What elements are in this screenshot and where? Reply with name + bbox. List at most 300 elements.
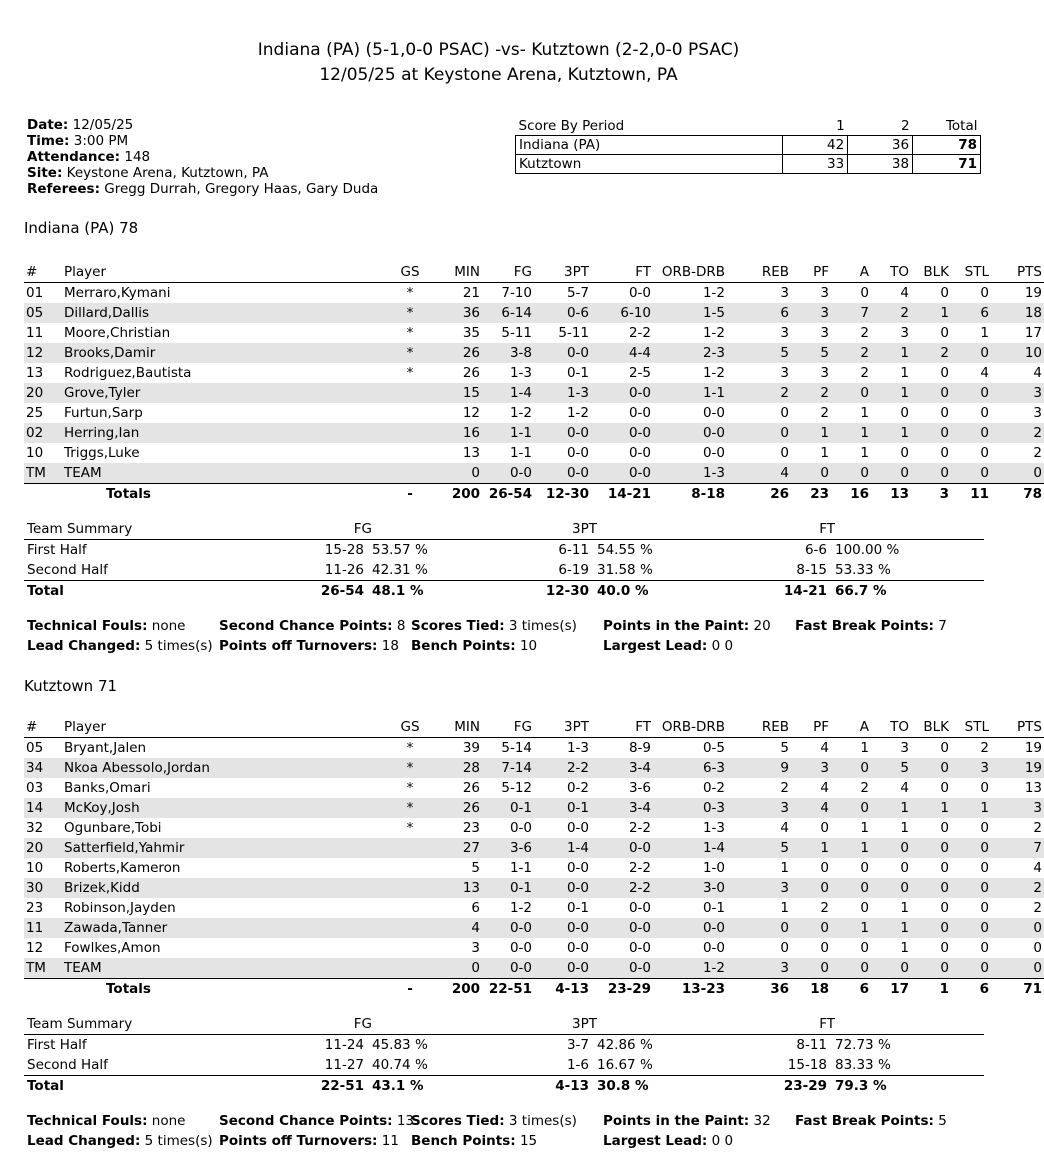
- player-cell: Herring,Ian: [64, 423, 380, 443]
- player-cell: 1-2: [509, 405, 532, 421]
- player-cell: 0: [953, 838, 991, 858]
- player-cell: 16: [440, 423, 480, 443]
- summary-cell: 42.31 %: [372, 562, 428, 578]
- player-cell: Moore,Christian: [64, 325, 171, 341]
- player-cell: Nkoa Abessolo,Jordan: [64, 758, 380, 778]
- summary-cell: 15-28: [324, 542, 364, 558]
- totals-cell: 12-30: [545, 486, 589, 502]
- player-cell: 0: [940, 445, 949, 461]
- score-by-period-label: Score By Period: [516, 117, 783, 136]
- player-cell: [380, 403, 440, 423]
- referees-value: Gregg Durrah, Gregory Haas, Gary Duda: [104, 181, 379, 197]
- player-cell: 2: [917, 343, 953, 363]
- player-cell: 1-2: [702, 365, 725, 381]
- totals-row: [24, 979, 1044, 1000]
- summary-cell: 11-26: [324, 562, 364, 578]
- site-line: [27, 165, 378, 181]
- column-header: TO: [877, 717, 917, 738]
- player-cell: 0: [1033, 940, 1042, 956]
- column-header: STL: [953, 717, 991, 738]
- player-cell: Grove,Tyler: [64, 383, 380, 403]
- player-cell: 19: [991, 758, 1044, 778]
- player-cell: 0: [953, 918, 991, 938]
- period-1-header: 1: [783, 117, 848, 136]
- player-cell: 19: [1024, 740, 1042, 756]
- misc-stat-value: 11: [381, 1133, 399, 1149]
- player-cell: 0: [980, 860, 989, 876]
- player-cell: 1: [860, 445, 869, 461]
- player-cell: 7-14: [480, 758, 532, 778]
- player-cell: 21: [462, 285, 480, 301]
- player-cell: 0-0: [532, 423, 597, 443]
- player-cell: 1: [860, 740, 869, 756]
- column-header: 3PT: [532, 717, 597, 738]
- summary-cell: [915, 1035, 984, 1056]
- misc-stat-label: Lead Changed:: [27, 638, 141, 654]
- score-by-period-header: [516, 117, 981, 136]
- misc-stat-value: 10: [519, 638, 538, 654]
- player-cell: 0-6: [532, 303, 597, 323]
- player-row: [24, 403, 1044, 423]
- summary-header-cell: [597, 519, 677, 540]
- player-cell: 6-14: [480, 303, 532, 323]
- player-cell: 1: [837, 423, 877, 443]
- player-cell: 7: [837, 303, 877, 323]
- player-row: [24, 838, 1044, 858]
- player-cell: 34: [24, 758, 64, 778]
- player-cell: 25: [26, 405, 44, 421]
- referees-line: [27, 181, 378, 197]
- game-info: [27, 117, 378, 197]
- player-cell: 28: [440, 758, 480, 778]
- player-cell: *: [406, 820, 414, 836]
- player-cell: 03: [26, 780, 44, 796]
- player-cell: 0: [917, 878, 953, 898]
- player-cell: 1-3: [566, 740, 589, 756]
- column-header: PTS: [991, 262, 1044, 283]
- player-cell: 0: [440, 463, 480, 484]
- summary-cell: 45.83 %: [372, 1037, 428, 1053]
- totals-cell: 23: [810, 486, 829, 502]
- player-cell: 0-0: [509, 940, 532, 956]
- summary-header-cell: [835, 1014, 915, 1035]
- player-cell: Dillard,Dallis: [64, 303, 380, 323]
- player-cell: 3: [900, 740, 909, 756]
- time-value: 3:00 PM: [73, 133, 129, 149]
- misc-stat-pip: [603, 616, 771, 636]
- player-cell: 3: [1033, 405, 1042, 421]
- player-cell: 1-4: [480, 383, 532, 403]
- player-cell: 26: [440, 798, 480, 818]
- misc-stat-tech: [27, 1111, 185, 1131]
- player-cell: 1: [837, 918, 877, 938]
- player-cell: 6-3: [659, 758, 741, 778]
- summary-cell: Total: [24, 581, 204, 602]
- player-cell: 0-0: [702, 405, 725, 421]
- player-cell: 27: [440, 838, 480, 858]
- totals-row: [24, 484, 1044, 505]
- player-row: [24, 958, 1044, 979]
- player-cell: TEAM: [64, 463, 380, 484]
- player-cell: 3: [991, 798, 1044, 818]
- player-cell: Satterfield,Yahmir: [64, 838, 380, 858]
- player-cell: 0-1: [532, 798, 597, 818]
- player-cell: 0: [953, 463, 991, 484]
- summary-cell: 30.8 %: [597, 1076, 677, 1097]
- player-cell: 5-14: [501, 740, 532, 756]
- summary-cell: First Half: [27, 1037, 87, 1053]
- summary-header-cell: FT: [677, 519, 835, 540]
- player-cell: 4: [1033, 860, 1042, 876]
- player-row: [24, 918, 1044, 938]
- player-cell: 0: [980, 780, 989, 796]
- player-cell: 0: [837, 758, 877, 778]
- box-score-header: [24, 262, 1044, 283]
- player-cell: 1-1: [509, 860, 532, 876]
- column-header: ORB-DRB: [659, 717, 741, 738]
- date-line: [27, 117, 378, 133]
- player-cell: 0-0: [597, 958, 659, 979]
- misc-stat-label: Bench Points:: [411, 638, 516, 654]
- player-cell: 0-0: [532, 878, 597, 898]
- misc-stat-pot: [219, 1131, 399, 1151]
- player-cell: 3-0: [659, 878, 741, 898]
- player-cell: 1: [877, 918, 917, 938]
- player-cell: *: [406, 740, 414, 756]
- summary-cell: 12-30: [442, 581, 597, 602]
- player-cell: [380, 838, 440, 858]
- summary-cell: First Half: [27, 542, 87, 558]
- summary-cell: 53.33 %: [835, 562, 891, 578]
- player-cell: 0-0: [659, 918, 741, 938]
- player-cell: *: [380, 798, 440, 818]
- player-cell: 2: [820, 405, 829, 421]
- misc-stat-value: none: [151, 1113, 186, 1129]
- player-cell: 0: [953, 878, 991, 898]
- player-cell: [380, 958, 440, 979]
- player-cell: 0-3: [659, 798, 741, 818]
- summary-header: [24, 1014, 984, 1035]
- totals-cell: 22-51: [488, 981, 532, 997]
- player-cell: 0: [953, 343, 991, 363]
- player-cell: 1: [860, 405, 869, 421]
- totals-cell: 16: [850, 486, 869, 502]
- misc-stat-lead: [27, 1131, 213, 1151]
- player-cell: 0-0: [597, 383, 659, 403]
- player-cell: 5: [780, 740, 789, 756]
- summary-cell: 11-24: [324, 1037, 364, 1053]
- misc-stat-label: Second Chance Points:: [219, 1113, 393, 1129]
- player-row: [24, 443, 1044, 463]
- totals-cell: 17: [890, 981, 909, 997]
- totals-cell: Totals: [106, 981, 151, 997]
- summary-cell: 6-6: [804, 542, 827, 558]
- player-cell: 0: [900, 445, 909, 461]
- player-cell: 0-0: [702, 445, 725, 461]
- player-cell: 1-2: [509, 900, 532, 916]
- player-cell: 5-7: [566, 285, 589, 301]
- totals-cell: 200: [451, 486, 480, 502]
- summary-cell: Total: [24, 1076, 204, 1097]
- summary-header-cell: [372, 1014, 442, 1035]
- player-cell: 30: [24, 878, 64, 898]
- period-2-header: 2: [848, 117, 913, 136]
- player-cell: 26: [462, 365, 480, 381]
- player-cell: 0: [440, 958, 480, 979]
- misc-stat-label: Scores Tied:: [411, 618, 505, 634]
- player-cell: 7: [991, 838, 1044, 858]
- player-cell: 0-0: [532, 463, 597, 484]
- misc-stat-tied: [411, 1111, 577, 1131]
- player-cell: 0-0: [628, 445, 651, 461]
- player-cell: 3: [471, 940, 480, 956]
- player-cell: 2: [797, 383, 837, 403]
- date-value: 12/05/25: [72, 117, 134, 133]
- totals-cell: 8-18: [691, 486, 725, 502]
- player-cell: 3: [953, 758, 991, 778]
- player-cell: 5: [471, 860, 480, 876]
- totals-cell: -: [407, 486, 413, 502]
- player-cell: 4: [900, 285, 909, 301]
- player-cell: 1-1: [509, 445, 532, 461]
- misc-stat-largest: [603, 636, 733, 656]
- player-cell: 0: [940, 820, 949, 836]
- player-cell: 0-0: [480, 958, 532, 979]
- misc-stat-largest: [603, 1131, 733, 1151]
- player-cell: 0: [900, 860, 909, 876]
- misc-stat-label: Points in the Paint:: [603, 1113, 750, 1129]
- player-cell: 11: [26, 325, 44, 341]
- player-cell: 6: [741, 303, 797, 323]
- player-cell: 0: [980, 900, 989, 916]
- player-row: [24, 738, 1044, 759]
- misc-stat-label: Points off Turnovers:: [219, 1133, 378, 1149]
- column-header: BLK: [917, 262, 953, 283]
- column-header: GS: [380, 717, 440, 738]
- player-cell: 2-2: [628, 860, 651, 876]
- misc-stat-value: 7: [938, 618, 947, 634]
- totals-cell: 3: [939, 486, 949, 502]
- player-cell: 0-0: [480, 463, 532, 484]
- player-cell: 1: [877, 798, 917, 818]
- summary-cell: 40.74 %: [372, 1057, 428, 1073]
- player-cell: 6-10: [597, 303, 659, 323]
- player-cell: 01: [26, 285, 44, 301]
- player-cell: 1: [860, 820, 869, 836]
- totals-cell: 11: [970, 486, 989, 502]
- player-cell: 1: [780, 860, 789, 876]
- box-score-table: [24, 717, 1044, 999]
- summary-cell: 48.1 %: [372, 581, 442, 602]
- player-cell: 2: [860, 780, 869, 796]
- player-cell: 23: [462, 820, 480, 836]
- misc-stat-value: 20: [753, 618, 771, 634]
- player-cell: 2: [820, 900, 829, 916]
- player-cell: 1-3: [509, 365, 532, 381]
- player-cell: 0-0: [659, 423, 741, 443]
- player-cell: 0: [860, 940, 869, 956]
- player-cell: 4: [741, 463, 797, 484]
- player-cell: 3: [991, 383, 1044, 403]
- summary-header-cell: 3PT: [442, 519, 597, 540]
- summary-header-cell: 3PT: [442, 1014, 597, 1035]
- totals-cell: 13: [890, 486, 909, 502]
- player-cell: 3: [820, 365, 829, 381]
- totals-cell: 1: [939, 981, 949, 997]
- player-cell: 1: [837, 838, 877, 858]
- player-cell: 0: [940, 860, 949, 876]
- totals-cell: 26: [770, 486, 789, 502]
- player-cell: 1: [780, 900, 789, 916]
- player-cell: 11: [24, 918, 64, 938]
- player-row: [24, 778, 1044, 798]
- player-cell: 5-11: [501, 325, 532, 341]
- player-cell: 0-1: [566, 900, 589, 916]
- player-row: [24, 463, 1044, 484]
- player-cell: 0: [940, 365, 949, 381]
- player-cell: 0: [837, 798, 877, 818]
- player-cell: 0: [917, 958, 953, 979]
- player-row: [24, 878, 1044, 898]
- summary-header-cell: Team Summary: [24, 519, 204, 540]
- player-cell: [380, 383, 440, 403]
- player-row: [24, 303, 1044, 323]
- player-cell: Banks,Omari: [64, 780, 151, 796]
- player-cell: 20: [24, 383, 64, 403]
- player-cell: 1-2: [702, 325, 725, 341]
- player-cell: 1: [900, 900, 909, 916]
- team-summary-table: [24, 519, 984, 601]
- misc-stat-scp: [219, 616, 405, 636]
- player-cell: 0: [953, 958, 991, 979]
- misc-stat-label: Bench Points:: [411, 1133, 516, 1149]
- player-cell: 0: [940, 405, 949, 421]
- game-subtitle: 12/05/25 at Keystone Arena, Kutztown, PA: [319, 65, 678, 85]
- player-cell: [380, 423, 440, 443]
- summary-row: [24, 560, 984, 581]
- score-p2: 38: [848, 155, 913, 174]
- player-cell: 3: [900, 325, 909, 341]
- team-summary-table: [24, 1014, 984, 1096]
- player-cell: 3-4: [597, 798, 659, 818]
- player-cell: TM: [24, 463, 64, 484]
- player-cell: 15: [440, 383, 480, 403]
- player-cell: Furtun,Sarp: [64, 405, 143, 421]
- summary-cell: 11-27: [324, 1057, 364, 1073]
- player-row: [24, 858, 1044, 878]
- score-row: [516, 155, 981, 174]
- score-total: 71: [913, 155, 981, 174]
- player-cell: 0-0: [532, 958, 597, 979]
- total-header: Total: [913, 117, 981, 136]
- misc-stat-label: Scores Tied:: [411, 1113, 505, 1129]
- box-score-table: [24, 262, 1044, 504]
- player-cell: 3: [820, 285, 829, 301]
- player-cell: 1: [797, 423, 837, 443]
- player-cell: 0: [741, 918, 797, 938]
- misc-stat-label: Largest Lead:: [603, 1133, 708, 1149]
- player-cell: 7-10: [501, 285, 532, 301]
- player-row: [24, 283, 1044, 304]
- player-cell: 5: [797, 343, 837, 363]
- player-cell: 5: [741, 343, 797, 363]
- player-cell: 0: [797, 878, 837, 898]
- player-cell: 6: [953, 303, 991, 323]
- player-cell: 05: [24, 303, 64, 323]
- summary-header-cell: Team Summary: [24, 1014, 204, 1035]
- player-cell: 4: [900, 780, 909, 796]
- player-cell: 2-2: [597, 878, 659, 898]
- player-cell: 2: [860, 365, 869, 381]
- column-header: MIN: [440, 717, 480, 738]
- column-header: PF: [797, 262, 837, 283]
- player-cell: 39: [462, 740, 480, 756]
- column-header: 3PT: [532, 262, 597, 283]
- column-header: #: [24, 262, 64, 283]
- player-cell: 4: [797, 798, 837, 818]
- summary-cell: 15-18: [787, 1057, 827, 1073]
- misc-stat-value: 5 times(s): [144, 1133, 213, 1149]
- summary-cell: [915, 1076, 984, 1097]
- player-row: [24, 363, 1044, 383]
- player-cell: 0-0: [509, 820, 532, 836]
- player-cell: *: [380, 758, 440, 778]
- player-cell: 3: [797, 303, 837, 323]
- player-cell: 8-9: [628, 740, 651, 756]
- misc-stat-pot: [219, 636, 399, 656]
- player-cell: 5-12: [501, 780, 532, 796]
- player-cell: 2-2: [628, 820, 651, 836]
- player-cell: 0: [820, 940, 829, 956]
- player-cell: 0: [917, 423, 953, 443]
- player-cell: 0: [837, 878, 877, 898]
- player-cell: 0-0: [532, 343, 597, 363]
- totals-cell: 13-23: [681, 981, 725, 997]
- player-cell: 0-0: [597, 918, 659, 938]
- player-cell: 26: [440, 343, 480, 363]
- player-cell: 2-2: [532, 758, 597, 778]
- totals-cell: [24, 979, 64, 1000]
- player-cell: 2: [991, 423, 1044, 443]
- player-cell: 0: [741, 423, 797, 443]
- misc-stat-value: 13: [396, 1113, 415, 1129]
- player-cell: 1-2: [659, 958, 741, 979]
- player-cell: 0: [877, 958, 917, 979]
- column-header: A: [837, 262, 877, 283]
- totals-cell: 36: [770, 981, 789, 997]
- player-cell: 0: [991, 463, 1044, 484]
- totals-cell: 71: [1023, 981, 1042, 997]
- player-cell: 0: [877, 878, 917, 898]
- player-cell: Zawada,Tanner: [64, 918, 380, 938]
- player-cell: 0: [980, 285, 989, 301]
- player-cell: 2-5: [628, 365, 651, 381]
- player-row: [24, 423, 1044, 443]
- player-cell: [380, 898, 440, 918]
- summary-cell: [915, 560, 984, 581]
- player-cell: Ogunbare,Tobi: [64, 820, 162, 836]
- player-cell: 3-6: [480, 838, 532, 858]
- summary-row: [24, 581, 984, 602]
- player-cell: 0: [837, 383, 877, 403]
- summary-cell: 100.00 %: [835, 542, 900, 558]
- player-cell: 0-1: [702, 900, 725, 916]
- player-cell: 0: [797, 918, 837, 938]
- player-cell: 0: [940, 780, 949, 796]
- player-cell: 12: [26, 940, 44, 956]
- summary-header-cell: FG: [204, 519, 372, 540]
- summary-cell: 6-19: [558, 562, 589, 578]
